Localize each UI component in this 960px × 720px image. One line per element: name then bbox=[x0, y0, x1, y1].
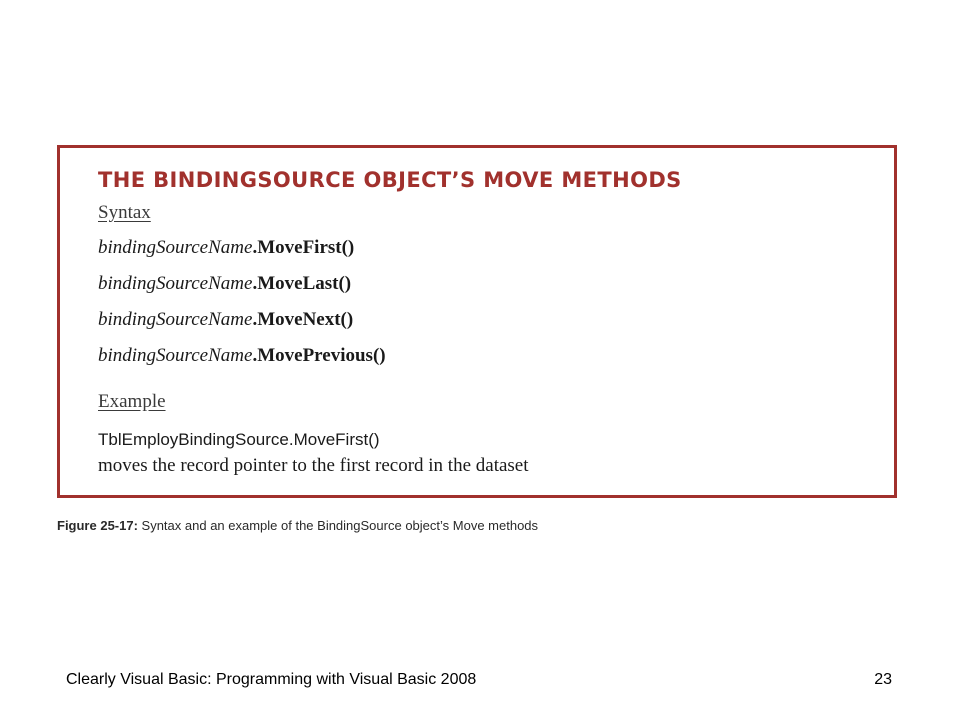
example-code: TblEmployBindingSource.MoveFirst() bbox=[98, 430, 380, 449]
figure-caption bbox=[57, 518, 538, 533]
syntax-figure-box bbox=[57, 145, 897, 498]
footer-course-title: Clearly Visual Basic: Programming with Visual Basic 2008 bbox=[66, 671, 477, 688]
syntax-method-name: .MoveFirst() bbox=[252, 237, 355, 258]
syntax-line-move-first bbox=[98, 237, 354, 259]
syntax-method-name: .MoveNext() bbox=[252, 309, 354, 330]
syntax-heading: Syntax bbox=[98, 202, 151, 223]
syntax-object-name: bindingSourceName bbox=[98, 273, 253, 294]
figure-title: THE BINDINGSOURCE OBJECT’S MOVE METHODS bbox=[98, 168, 682, 192]
syntax-line-move-last bbox=[98, 273, 351, 295]
syntax-line-move-previous bbox=[98, 345, 386, 367]
caption-text: Syntax and an example of the BindingSource object’s Move methods bbox=[137, 518, 539, 533]
figure-number: Figure 25-17: bbox=[57, 518, 138, 533]
example-heading: Example bbox=[98, 391, 166, 412]
syntax-method-name: .MovePrevious() bbox=[252, 345, 386, 366]
syntax-object-name: bindingSourceName bbox=[98, 309, 253, 330]
slide-number: 23 bbox=[874, 671, 892, 688]
syntax-method-name: .MoveLast() bbox=[252, 273, 352, 294]
syntax-line-move-next bbox=[98, 309, 353, 331]
syntax-object-name: bindingSourceName bbox=[98, 345, 253, 366]
example-description: moves the record pointer to the first record in the dataset bbox=[98, 455, 529, 476]
syntax-object-name: bindingSourceName bbox=[98, 237, 253, 258]
